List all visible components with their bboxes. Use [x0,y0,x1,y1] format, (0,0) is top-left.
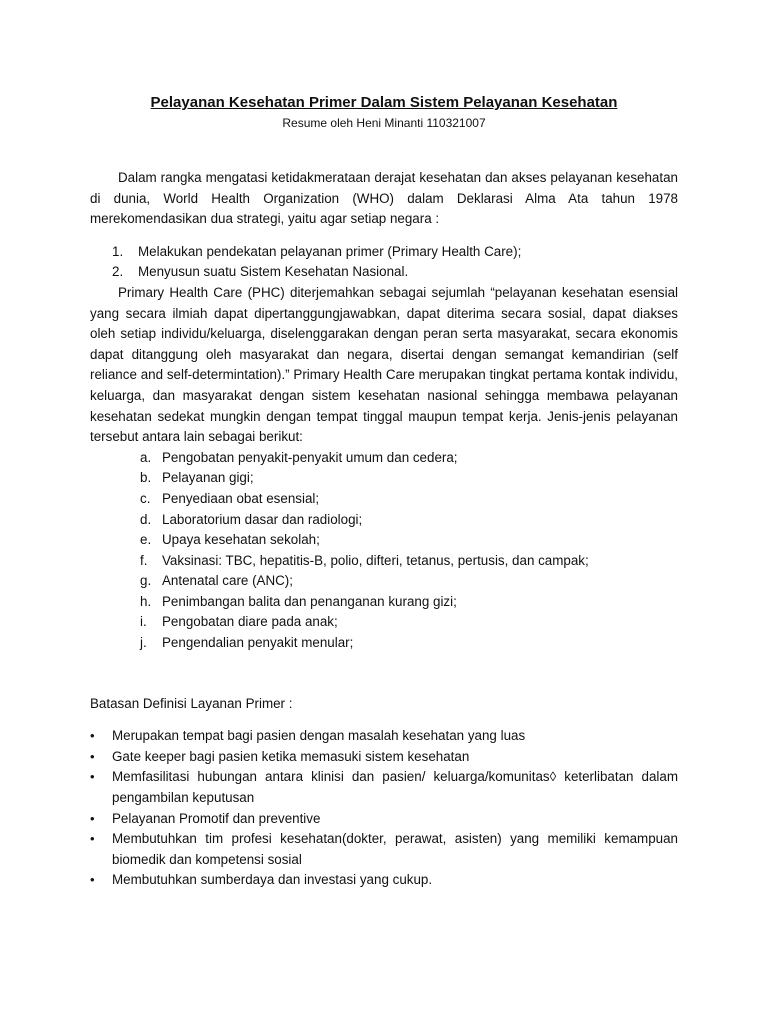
list-marker: 2. [112,264,124,280]
list-marker: h. [140,593,152,609]
list-item-text: Pelayanan Promotif dan preventive [112,810,321,826]
list-item-text: Membutuhkan sumberdaya dan investasi yang cukup. [112,872,433,888]
list-marker: j. [140,635,147,651]
list-item [90,262,678,283]
list-marker: c. [140,490,151,506]
list-item [90,870,678,891]
list-item [90,809,678,830]
list-item [90,747,678,768]
list-marker: b. [140,470,152,486]
bullet-marker: • [90,769,95,785]
list-item-text: Antenatal care (ANC); [162,573,293,589]
list-item-text: Penyediaan obat esensial; [162,490,320,506]
list-item-text: Melakukan pendekatan pelayanan primer (Primary Health Care); [138,243,522,259]
list-item [90,468,678,489]
list-item-text: Penimbangan balita dan penanganan kurang gizi; [162,593,457,609]
list-item [90,633,678,654]
document-subtitle: Resume oleh Heni Minanti 110321007 [282,116,486,130]
list-marker: i. [140,614,147,630]
list-item-text: Menyusun suatu Sistem Kesehatan Nasional. [138,264,409,280]
phc-paragraph: Primary Health Care (PHC) diterjemahkan sebagai sejumlah “pelayanan kesehatan esensial yang secara ilmiah dapat dipertanggungjawabkan, dapat diterima secara sosial, dapat diakses oleh setiap individu/keluarga, diselenggarakan dengan peran serta masyarakat, secara ekonomis dapat ditanggung oleh masyarakat dan negara, disertai dengan semangat kemandirian (self reliance and self-determintation).” Primary Health Care merupakan tingkat pertama kontak individu, keluarga, dan masyarakat dengan sistem kesehatan nasional sehingga membawa pelayanan kesehatan sedekat mungkin dengan tempat tinggal maupun tempat kerja. Jenis-jenis pelayanan tersebut antara lain sebagai berikut: [90,284,678,445]
list-item [90,510,678,531]
list-marker: a. [140,449,152,465]
bullet-marker: • [90,810,95,826]
list-marker: 1. [112,243,124,259]
list-item-text: Merupakan tempat bagi pasien dengan masalah kesehatan yang luas [112,728,526,744]
list-marker: g. [140,573,152,589]
list-item-text: Membutuhkan tim profesi kesehatan(dokter, perawat, asisten) yang memiliki kemampuan biomedik dan kompetensi sosial [112,831,678,867]
list-item-text: Vaksinasi: TBC, hepatitis-B, polio, difteri, tetanus, pertusis, dan campak; [162,552,589,568]
list-item-text: Upaya kesehatan sekolah; [162,532,320,548]
bullet-marker: • [90,872,95,888]
document-title: Pelayanan Kesehatan Primer Dalam Sistem Pelayanan Kesehatan [150,94,618,111]
list-item [90,726,678,747]
list-marker: f. [140,552,148,568]
list-item [90,829,678,870]
list-marker: e. [140,532,152,548]
definition-list [90,726,678,891]
list-item [90,612,678,633]
list-item-text: Pengobatan penyakit-penyakit umum dan cedera; [162,449,458,465]
list-item [90,242,678,263]
list-item [90,571,678,592]
list-item [90,489,678,510]
intro-paragraph: Dalam rangka mengatasi ketidakmerataan derajat kesehatan dan akses pelayanan kesehatan di dunia, World Health Organization (WHO) dalam Deklarasi Alma Ata tahun 1978 merekomendasikan dua strategi, yaitu agar setiap negara : [90,170,678,227]
bullet-marker: • [90,831,95,847]
document-page [90,92,678,891]
list-item-text: Pengendalian penyakit menular; [162,635,354,651]
list-item [90,530,678,551]
service-list [90,448,678,654]
list-marker: d. [140,511,152,527]
list-item-text: Pelayanan gigi; [162,470,254,486]
bullet-marker: • [90,728,95,744]
bullet-marker: • [90,748,95,764]
section-heading: Batasan Definisi Layanan Primer : [90,695,293,711]
list-item [90,551,678,572]
list-item [90,592,678,613]
list-item [90,767,678,808]
list-item-text: Gate keeper bagi pasien ketika memasuki sistem kesehatan [112,748,470,764]
list-item-text: Memfasilitasi hubungan antara klinisi dan pasien/ keluarga/komunitas◊ keterlibatan dalam pengambilan keputusan [112,769,678,806]
strategy-list [90,242,678,283]
list-item-text: Laboratorium dasar dan radiologi; [162,511,363,527]
list-item [90,448,678,469]
list-item-text: Pengobatan diare pada anak; [162,614,338,630]
